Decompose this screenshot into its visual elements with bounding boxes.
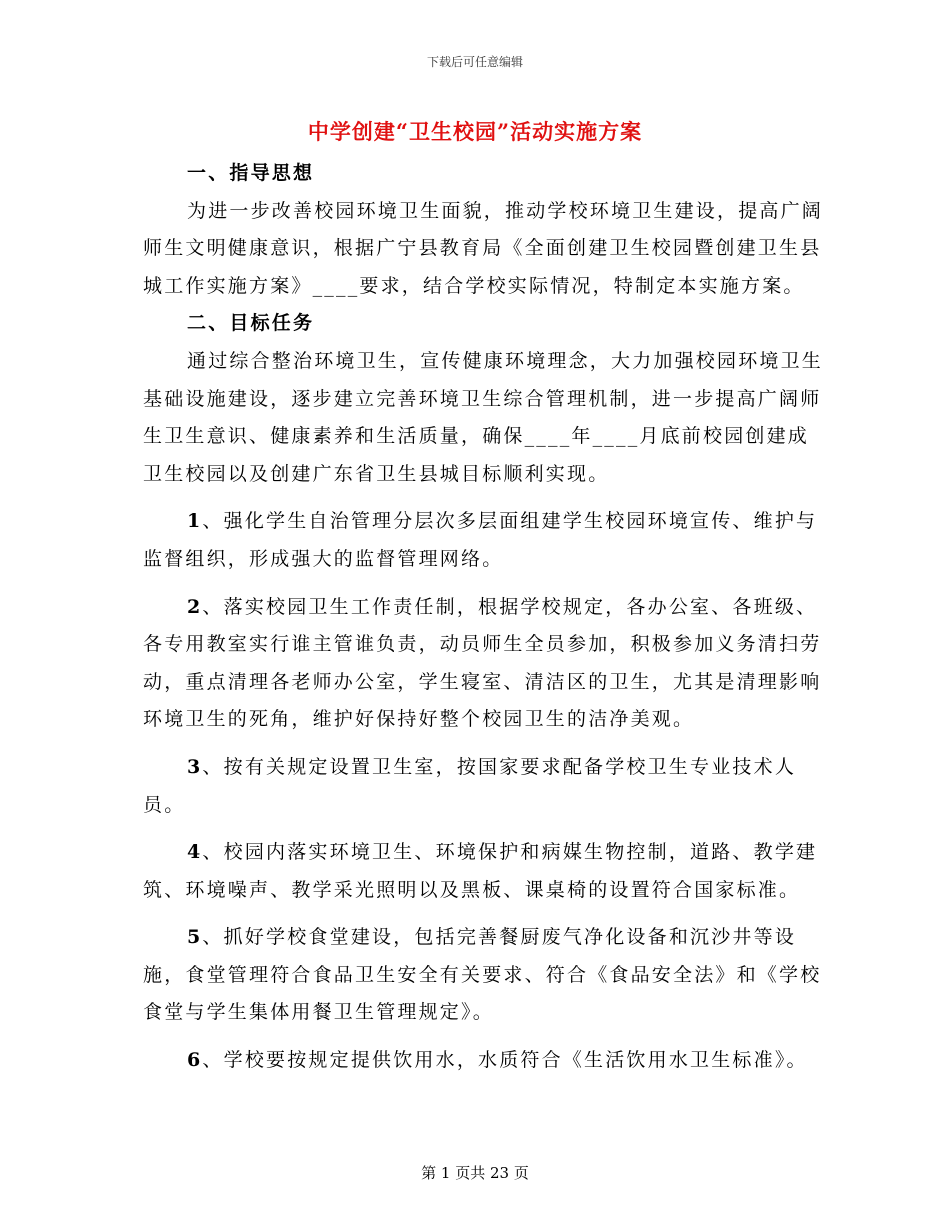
list-item-number: 4 [187, 841, 203, 864]
list-item [143, 749, 828, 824]
list-item-number: 5 [187, 926, 203, 949]
list-item-text: 、按有关规定设置卫生室，按国家要求配备学校卫生专业技术人员。 [143, 755, 797, 816]
document-body [143, 155, 828, 1080]
list-item-number: 2 [187, 595, 203, 618]
list-item-number: 6 [187, 1049, 203, 1072]
section-heading-goals: 二、目标任务 [187, 312, 315, 335]
section-heading-guiding-ideology: 一、指导思想 [187, 162, 315, 184]
list-item-text: 、落实校园卫生工作责任制，根据学校规定，各办公室、各班级、各专用教室实行谁主管谁负责，动员师生全员参加，积极参加义务清扫劳动，重点清理各老师办公室，学生寝室、清洁区的卫生，尤其是清理影响环境卫生的死角，维护好保持好整个校园卫生的洁净美观。 [143, 595, 822, 731]
list-item [143, 503, 828, 578]
list-item-text: 、强化学生自治管理分层次多层面组建学生校园环境宣传、维护与监督组织，形成强大的监督管理网络。 [143, 510, 818, 570]
list-item [143, 834, 828, 909]
section-paragraph-goals: 通过综合整治环境卫生，宣传健康环境理念，大力加强校园环境卫生基础设施建设，逐步建立完善环境卫生综合管理机制，进一步提高广阔师生卫生意识、健康素养和生活质量，确保____年____月底前校园创建成卫生校园以及创建广东省卫生县城目标顺利实现。 [143, 349, 824, 485]
list-item-text: 、抓好学校食堂建设，包括完善餐厨废气净化设备和沉沙井等设施，食堂管理符合食品卫生安全有关要求、符合《食品安全法》和《学校食堂与学生集体用餐卫生管理规定》。 [143, 926, 822, 1024]
list-item [143, 589, 828, 739]
list-item [143, 919, 828, 1032]
page-header: 下载后可任意编辑 [426, 55, 523, 69]
document-title: 中学创建“卫生校园”活动实施方案 [307, 119, 643, 144]
list-item-number: 3 [187, 755, 203, 778]
section-paragraph-guiding-ideology: 为进一步改善校园环境卫生面貌，推动学校环境卫生建设，提高广阔师生文明健康意识，根据广宁县教育局《全面创建卫生校园暨创建卫生县城工作实施方案》____要求，结合学校实际情况，特制定本实施方案。 [143, 199, 824, 297]
list-item-text: 、学校要按规定提供饮用水，水质符合《生活饮用水卫生标准》。 [202, 1049, 808, 1072]
list-item-number: 1 [187, 510, 203, 533]
list-item [143, 1042, 828, 1080]
list-item-text: 、校园内落实环境卫生、环境保护和病媒生物控制，道路、教学建筑、环境噪声、教学采光照明以及黑板、课桌椅的设置符合国家标准。 [143, 841, 818, 901]
page-footer: 第 1 页共 23 页 [421, 1164, 529, 1182]
